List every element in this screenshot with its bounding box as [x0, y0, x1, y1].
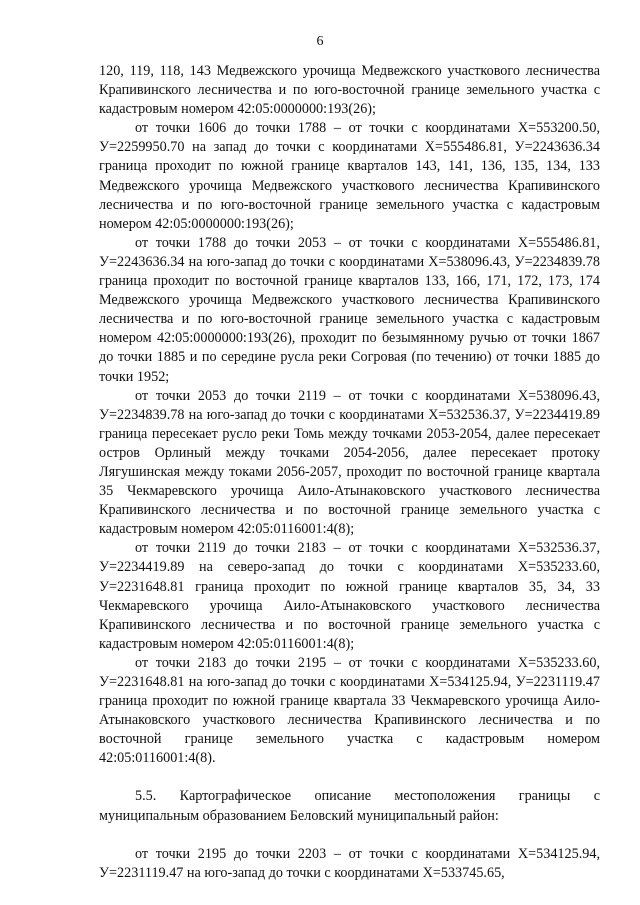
- paragraph-segment-2119-2183: от точки 2119 до точки 2183 – от точки с координатами Х=532536.37, У=2234419.89 на северо-запад до точки с координатами Х=535233.60, У=2231648.81 граница проходит по южной границе кварталов 35, 34, 33 Чекмаревского урочища Аило-Атынаковского участкового лесничества Крапивинского лесничества и по восточной границе земельного участка с кадастровым номером 42:05:0116001:4(8);: [99, 540, 600, 652]
- section-heading: 5.5. Картографическое описание местоположения границы с муниципальным образованием Беловский муниципальный район:: [99, 788, 600, 824]
- paragraph-continuation: 120, 119, 118, 143 Медвежского урочища Медвежского участкового лесничества Крапивинского лесничества и по юго-восточной границе земельного участка с кадастровым номером 42:05:0000000:193(26);: [99, 63, 600, 118]
- paragraph-segment-2053-2119: от точки 2053 до точки 2119 – от точки с координатами Х=538096.43, У=2234839.78 на юго-запад до точки с координатами Х=532536.37, У=2234419.89 граница пересекает русло реки Томь между точками 2053-2054, далее пересекает остров Орлиный между точками 2054-2056, далее пересекает протоку Лягушинская между токами 2056-2057, проходит по восточной границе квартала 35 Чекмаревского урочища Аило-Атынаковского участкового лесничества Крапивинского лесничества и по восточной границе земельного участка с кадастровым номером 42:05:0116001:4(8);: [99, 387, 600, 538]
- spacer: [99, 768, 600, 787]
- paragraph-segment-1606-1788: от точки 1606 до точки 1788 – от точки с координатами Х=553200.50, У=2259950.70 на запад до точки с координатами Х=555486.81, У=2243636.34 граница проходит по южной границе кварталов 143, 141, 136, 135, 134, 133 Медвежского урочища Медвежского участкового лесничества Крапивинского лесничества и по юго-восточной границе земельного участка с кадастровым номером 42:05:0000000:193(26);: [99, 120, 600, 232]
- paragraph-segment-2183-2195: от точки 2183 до точки 2195 – от точки с координатами Х=535233.60, У=2231648.81 на юго-запад до точки с координатами Х=534125.94, У=2231119.47 граница проходит по южной границе квартала 33 Чекмаревского урочища Аило-Атынаковского участкового лесничества Крапивинского лесничества и по восточной границе земельного участка с кадастровым номером 42:05:0116001:4(8).: [99, 654, 600, 767]
- paragraph-segment-2195-2203: от точки 2195 до точки 2203 – от точки с координатами Х=534125.94, У=2231119.47 на юго-запад до точки с координатами Х=533745.65,: [99, 845, 600, 881]
- spacer: [99, 826, 600, 845]
- document-body: [99, 62, 600, 883]
- page-number: 6: [316, 34, 324, 49]
- paragraph-segment-1788-2053: от точки 1788 до точки 2053 – от точки с координатами Х=555486.81, У=2243636.34 на юго-запад до точки с координатами Х=538096.43, У=2234839.78 граница проходит по восточной границе кварталов 133, 166, 171, 172, 173, 174 Медвежского урочища Медвежского участкового лесничества Крапивинского лесничества и по юго-восточной границе земельного участка с кадастровым номером 42:05:0000000:193(26), проходит по безымянному ручью от точки 1867 до точки 1885 и по середине русла реки Согровая (по течению) от точки 1885 до точки 1952;: [99, 234, 600, 385]
